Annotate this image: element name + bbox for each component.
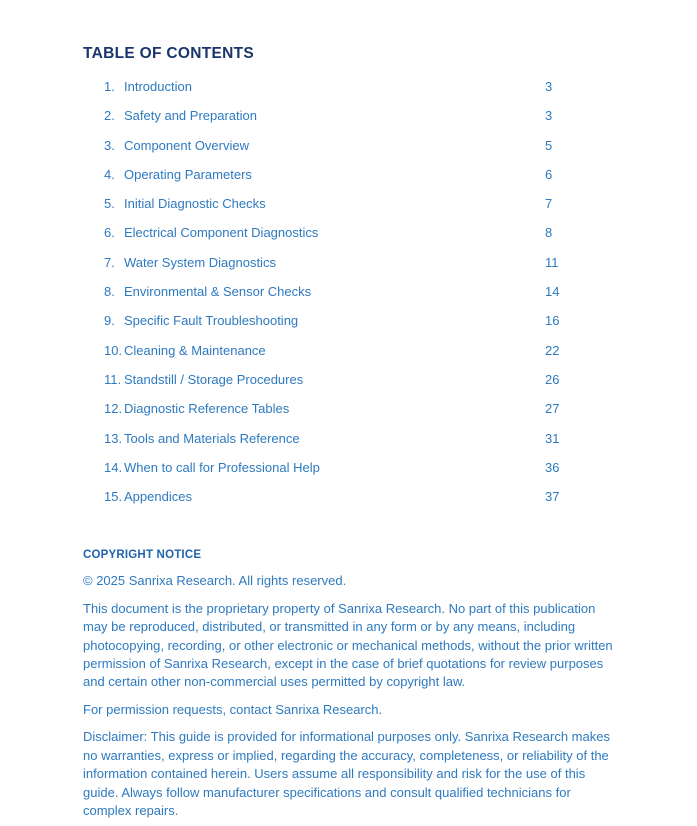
toc-entry[interactable] [83,306,614,335]
toc-entry[interactable] [83,101,614,130]
toc-entry-title: When to call for Professional Help [124,459,320,475]
toc-entry-page: 14 [545,284,560,300]
toc-entry-title: Initial Diagnostic Checks [124,196,266,212]
toc-entry-number: 11. [104,371,122,387]
toc-entry[interactable] [83,131,614,160]
toc-entry-page: 36 [545,459,560,475]
toc-entry[interactable] [83,394,614,423]
toc-entry-number: 3. [104,137,115,153]
toc-entry-number: 10. [104,342,123,358]
toc-list [83,72,614,511]
toc-entry[interactable] [83,453,614,482]
toc-entry-title: Introduction [124,79,192,94]
toc-entry-page: 22 [545,342,560,358]
toc-entry-number: 14. [104,459,123,475]
toc-entry-title: Water System Diagnostics [124,254,276,270]
copyright-body-paragraph: This document is the proprietary property of Sanrixa Research. No part of this publication may be reproduced, distributed, or transmitted in any form or by any means, including photocopying, recording, or other electronic or mechanical methods, without the prior written permission of Sanrixa Research, except in the case of brief quotations for review purposes and certain other non-commercial uses permitted by copyright law. [83,600,613,690]
toc-entry-number: 4. [104,166,115,182]
toc-entry-page: 26 [545,371,560,387]
toc-entry-title: Component Overview [124,137,249,153]
toc-entry-number: 6. [104,225,115,241]
toc-entry-title: Electrical Component Diagnostics [124,225,319,241]
permission-request-line: For permission requests, contact Sanrixa Research. [83,701,383,717]
toc-entry[interactable] [83,424,614,453]
toc-entry[interactable] [83,248,614,277]
toc-entry[interactable] [83,189,614,218]
toc-entry-title: Specific Fault Troubleshooting [124,313,299,329]
toc-entry-title: Standstill / Storage Procedures [124,371,304,387]
toc-entry-number: 9. [104,313,115,329]
toc-entry-title: Environmental & Sensor Checks [124,284,312,300]
toc-entry-page: 7 [545,196,553,212]
toc-entry-title: Diagnostic Reference Tables [124,401,290,417]
toc-entry[interactable] [83,72,614,101]
toc-entry-number: 8. [104,284,115,300]
toc-entry-page: 37 [545,489,560,505]
toc-entry-title: Cleaning & Maintenance [124,342,266,358]
toc-entry-number: 12. [104,401,123,417]
toc-entry-page: 5 [545,137,553,153]
toc-entry-number: 5. [104,196,115,212]
copyright-heading: COPYRIGHT NOTICE [83,549,202,562]
toc-entry-number: 15. [104,489,123,505]
toc-entry-page: 27 [545,401,560,417]
toc-entry-page: 3 [545,79,553,94]
toc-entry-page: 6 [545,166,553,182]
toc-entry[interactable] [83,277,614,306]
toc-entry-page: 11 [545,254,559,270]
toc-entry-page: 16 [545,313,560,329]
toc-entry-number: 7. [104,254,115,270]
toc-entry-page: 3 [545,108,553,124]
toc-entry-page: 8 [545,225,553,241]
toc-entry-title: Tools and Materials Reference [124,430,300,446]
toc-entry-title: Safety and Preparation [124,108,257,124]
disclaimer-paragraph: Disclaimer: This guide is provided for informational purposes only. Sanrixa Research makes no warranties, express or implied, regarding the accuracy, completeness, or reliability of the information contained herein. Users assume all responsibility and risk for the use of this guide. Always follow manufacturer specifications and consult qualified technicians for complex repairs. [83,729,610,818]
toc-entry-title: Appendices [124,489,192,505]
toc-entry[interactable] [83,218,614,247]
toc-title: TABLE OF CONTENTS [83,45,254,62]
toc-entry[interactable] [83,336,614,365]
toc-entry[interactable] [83,482,614,511]
toc-entry-number: 1. [104,79,115,94]
toc-entry-number: 2. [104,108,115,124]
toc-entry[interactable] [83,160,614,189]
toc-entry[interactable] [83,365,614,394]
copyright-rights-line: © 2025 Sanrixa Research. All rights reserved. [83,573,347,589]
toc-entry-title: Operating Parameters [124,166,252,182]
toc-entry-page: 31 [545,430,560,446]
toc-entry-number: 13. [104,430,123,446]
